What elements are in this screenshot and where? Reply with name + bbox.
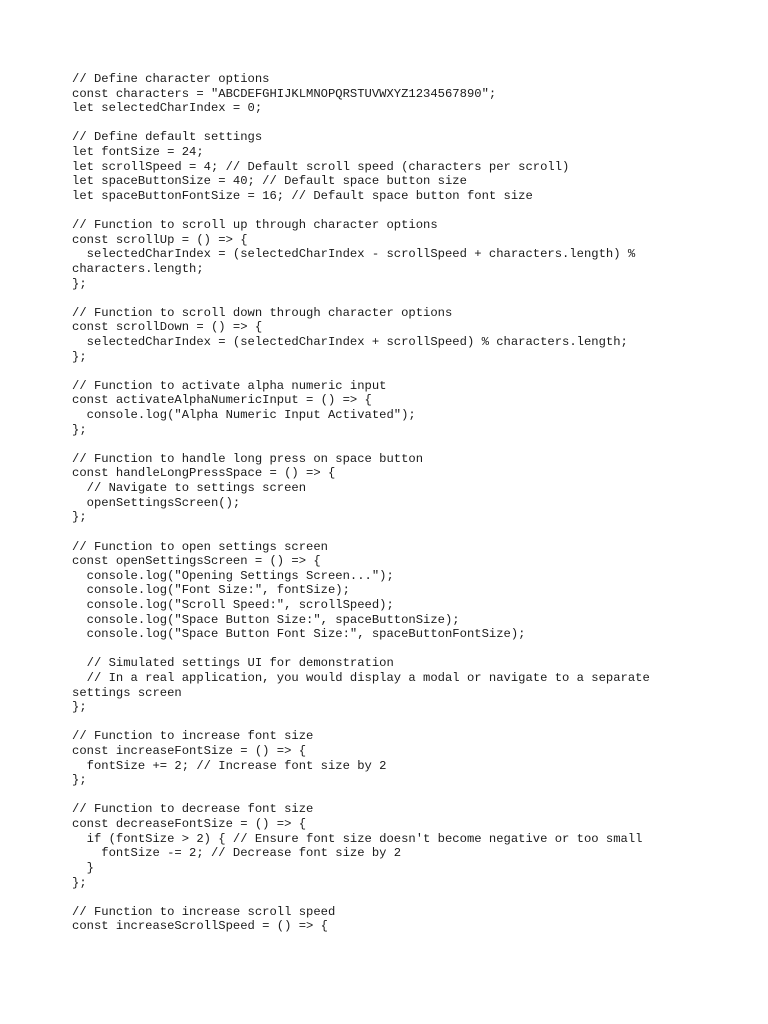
code-line: }; <box>72 349 87 364</box>
code-line: }; <box>72 422 87 437</box>
code-line <box>72 525 712 540</box>
code-line: fontSize += 2; // Increase font size by 2 <box>72 758 387 773</box>
code-line: fontSize -= 2; // Decrease font size by 2 <box>72 846 402 861</box>
code-line: // Function to scroll up through character options <box>72 218 438 233</box>
code-line <box>72 715 712 730</box>
code-line: // In a real application, you would display a modal or navigate to a separate <box>72 670 650 685</box>
code-line: settings screen <box>72 685 182 700</box>
code-line <box>72 437 712 452</box>
code-line: if (fontSize > 2) { // Ensure font size doesn't become negative or too small <box>72 831 643 846</box>
code-line: // Define default settings <box>72 130 263 145</box>
code-line: const decreaseFontSize = () => { <box>72 817 307 832</box>
code-line: console.log("Space Button Size:", spaceButtonSize); <box>72 612 460 627</box>
code-line: const increaseFontSize = () => { <box>72 744 307 759</box>
code-line <box>72 116 712 131</box>
code-line: console.log("Scroll Speed:", scrollSpeed); <box>72 597 394 612</box>
code-line: const characters = "ABCDEFGHIJKLMNOPQRSTUVWXYZ1234567890"; <box>72 86 497 101</box>
code-line: const scrollUp = () => { <box>72 232 248 247</box>
code-line: selectedCharIndex = (selectedCharIndex + scrollSpeed) % characters.length; <box>72 334 628 349</box>
code-line: }; <box>72 875 87 890</box>
code-line: const increaseScrollSpeed = () => { <box>72 919 328 934</box>
code-line: }; <box>72 700 87 715</box>
code-line: // Function to handle long press on space button <box>72 451 424 466</box>
code-line: let fontSize = 24; <box>72 145 204 160</box>
code-listing <box>72 72 712 934</box>
code-line: console.log("Space Button Font Size:", spaceButtonFontSize); <box>72 627 526 642</box>
code-line: const openSettingsScreen = () => { <box>72 554 321 569</box>
code-line: // Define character options <box>72 72 270 86</box>
code-line: openSettingsScreen(); <box>72 495 241 510</box>
code-line: // Function to activate alpha numeric input <box>72 378 387 393</box>
code-line: const activateAlphaNumericInput = () => { <box>72 393 372 408</box>
code-line <box>72 890 712 905</box>
code-line: characters.length; <box>72 261 204 276</box>
code-line: console.log("Font Size:", fontSize); <box>72 583 350 598</box>
code-line: let scrollSpeed = 4; // Default scroll speed (characters per scroll) <box>72 159 570 174</box>
code-line: console.log("Opening Settings Screen..."); <box>72 568 394 583</box>
code-line: let spaceButtonFontSize = 16; // Default space button font size <box>72 188 533 203</box>
code-line: // Function to open settings screen <box>72 539 328 554</box>
code-line <box>72 788 712 803</box>
code-line: // Function to increase font size <box>72 729 314 744</box>
code-line: // Simulated settings UI for demonstration <box>72 656 394 671</box>
code-line <box>72 642 712 657</box>
code-line: // Function to increase scroll speed <box>72 904 336 919</box>
code-line: // Navigate to settings screen <box>72 481 307 496</box>
code-line <box>72 291 712 306</box>
code-line: const handleLongPressSpace = () => { <box>72 466 336 481</box>
code-line <box>72 203 712 218</box>
code-line <box>72 364 712 379</box>
code-line: selectedCharIndex = (selectedCharIndex - scrollSpeed + characters.length) % <box>72 247 636 262</box>
code-line: let spaceButtonSize = 40; // Default space button size <box>72 174 467 189</box>
code-line: const scrollDown = () => { <box>72 320 263 335</box>
code-line: }; <box>72 276 87 291</box>
code-line: let selectedCharIndex = 0; <box>72 101 263 116</box>
code-line: }; <box>72 773 87 788</box>
code-line: // Function to scroll down through character options <box>72 305 453 320</box>
code-line: }; <box>72 510 87 525</box>
code-line: // Function to decrease font size <box>72 802 314 817</box>
code-line: } <box>72 860 94 875</box>
code-line: console.log("Alpha Numeric Input Activated"); <box>72 408 416 423</box>
